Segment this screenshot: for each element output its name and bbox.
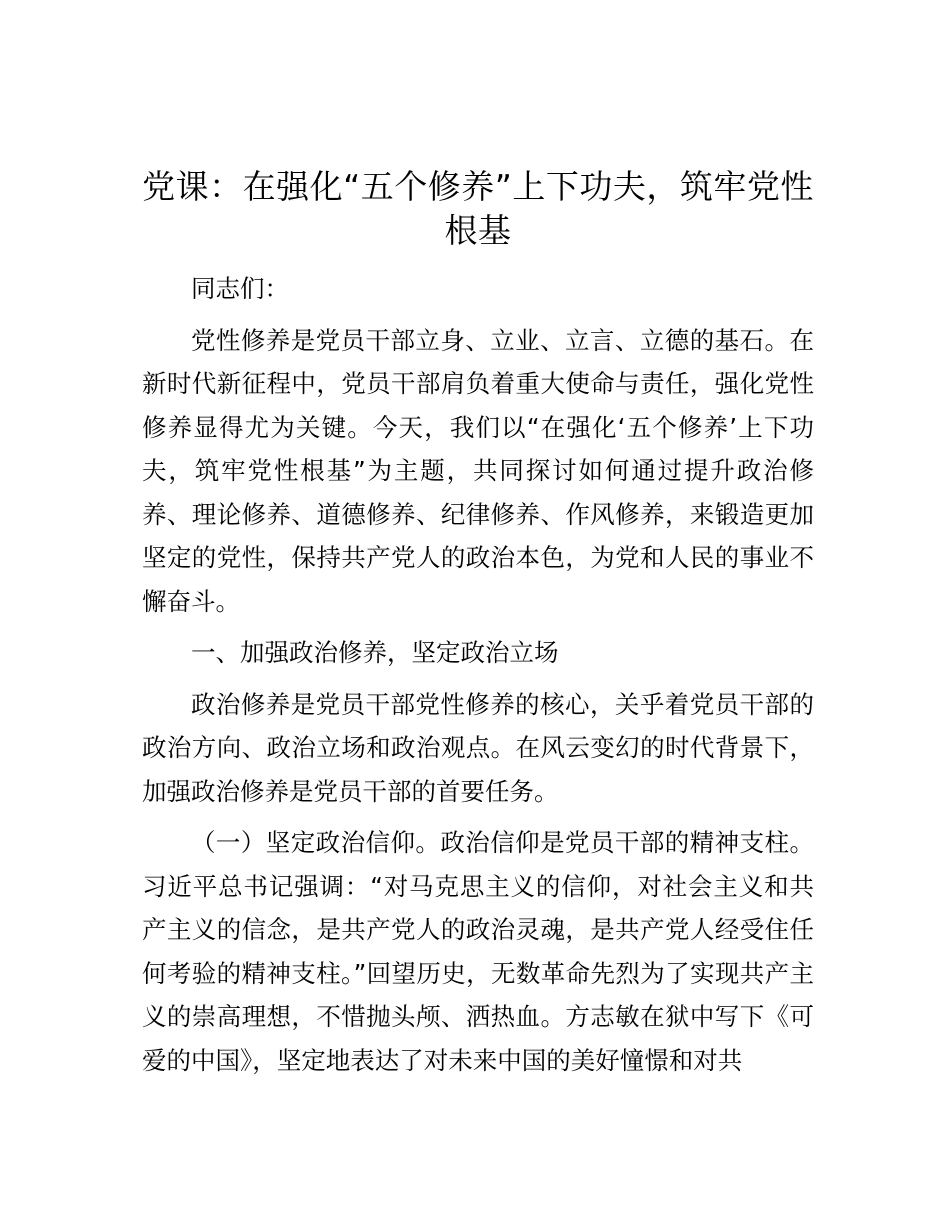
intro-paragraph: 党性修养是党员干部立身、立业、立言、立德的基石。在新时代新征程中，党员干部肩负着重大使命与责任，强化党性修养显得尤为关键。今天，我们以“在强化‘五个修养’上下功夫，筑牢党性根基”为主题，共同探讨如何通过提升政治修养、理论修养、道德修养、纪律修养、作风修养，来锻造更加坚定的党性，保持共产党人的政治本色，为党和人民的事业不懈奋斗。 bbox=[142, 325, 814, 616]
greeting: 同志们： bbox=[191, 274, 289, 303]
section-1-paragraph: 政治修养是党员干部党性修养的核心，关乎着党员干部的政治方向、政治立场和政治观点。在风云变幻的时代背景下，加强政治修养是党员干部的首要任务。 bbox=[142, 689, 814, 806]
document-body bbox=[142, 267, 814, 1082]
section-heading-1: 一、加强政治修养，坚定政治立场 bbox=[191, 638, 559, 667]
document-title: 党课：在强化“五个修养”上下功夫，筑牢党性根基 bbox=[142, 167, 814, 250]
subsection-1-paragraph: （一）坚定政治信仰。政治信仰是党员干部的精神支柱。习近平总书记强调：“对马克思主义的信仰，对社会主义和共产主义的信念，是共产党人的政治灵魂，是共产党人经受住任何考验的精神支柱。”回望历史，无数革命先烈为了实现共产主义的崇高理想，不惜抛头颅、洒热血。方志敏在狱中写下《可爱的中国》，坚定地表达了对未来中国的美好憧憬和对共 bbox=[142, 828, 814, 1075]
document-page bbox=[142, 165, 814, 1090]
